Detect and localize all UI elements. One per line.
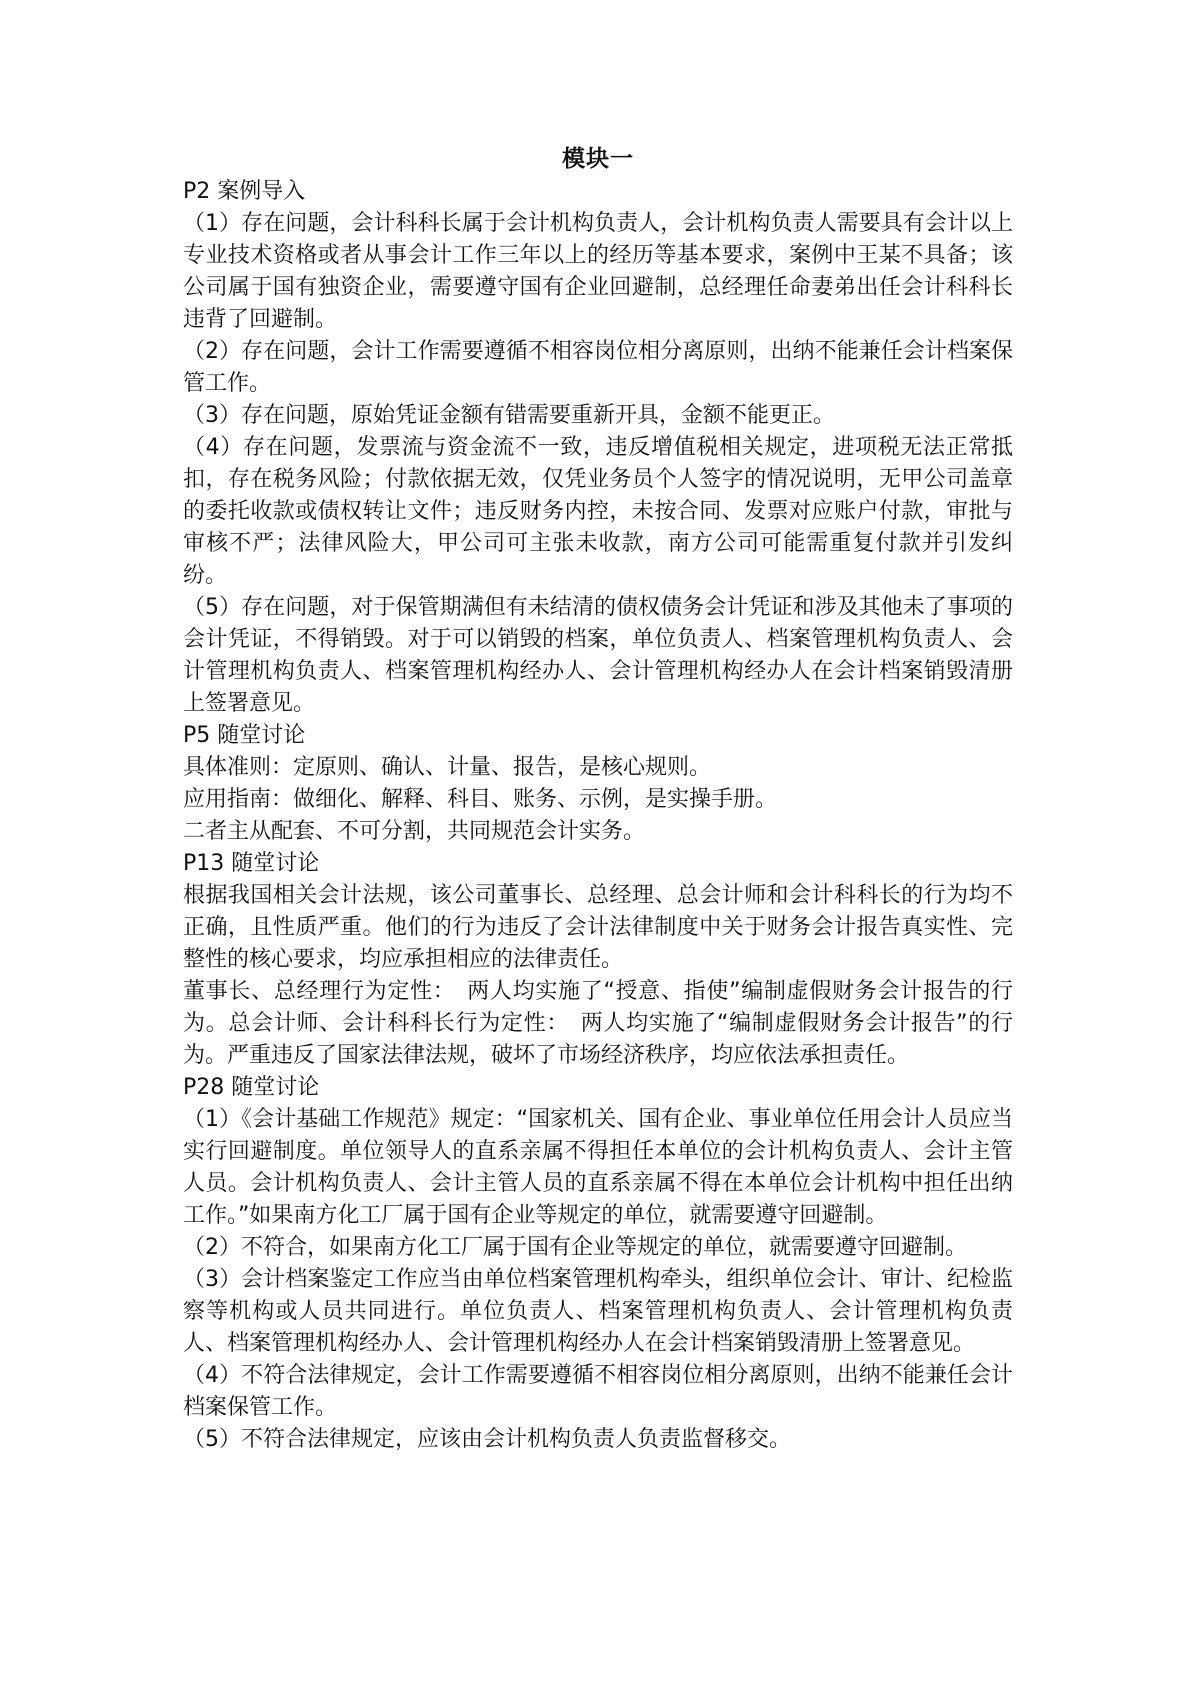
document-title: 模块一 (562, 145, 634, 172)
section-heading: P28 随堂讨论 (183, 1075, 320, 1100)
document-body (183, 143, 1013, 1456)
paragraph: 根据我国相关会计法规，该公司董事长、总经理、总会计师和会计科科长的行为均不正确，且性质严重。他们的行为违反了会计法律制度中关于财务会计报告真实性、完整性的核心要求，均应承担相应的法律责任。 (183, 883, 1013, 972)
section-p2 (183, 176, 1013, 720)
paragraph: 二者主从配套、不可分割，共同规范会计实务。 (183, 819, 646, 844)
paragraph: （3）存在问题，原始凭证金额有错需要重新开具，金额不能更正。 (183, 403, 835, 428)
paragraph: （1）存在问题，会计科科长属于会计机构负责人，会计机构负责人需要具有会计以上专业技术资格或者从事会计工作三年以上的经历等基本要求，案例中王某不具备；该公司属于国有独资企业，需要遵守国有企业回避制，总经理任命妻弟出任会计科科长违背了回避制。 (183, 211, 1013, 332)
paragraph: 具体准则：定原则、确认、计量、报告，是核心规则。 (183, 755, 712, 780)
paragraph: （2）存在问题，会计工作需要遵循不相容岗位相分离原则，出纳不能兼任会计档案保管工作。 (183, 339, 1013, 396)
section-p5 (183, 720, 1013, 848)
section-heading: P13 随堂讨论 (183, 851, 320, 876)
paragraph: （3）会计档案鉴定工作应当由单位档案管理机构牵头，组织单位会计、审计、纪检监察等机构或人员共同进行。单位负责人、档案管理机构负责人、会计管理机构负责人、档案管理机构经办人、会计管理机构经办人在会计档案销毁清册上签署意见。 (183, 1267, 1013, 1356)
paragraph: （2）不符合，如果南方化工厂属于国有企业等规定的单位，就需要遵守回避制。 (183, 1235, 967, 1260)
section-heading: P5 随堂讨论 (183, 723, 306, 748)
section-p28 (183, 1072, 1013, 1456)
section-heading: P2 案例导入 (183, 179, 306, 204)
paragraph: 董事长、总经理行为定性： 两人均实施了“授意、指使”编制虚假财务会计报告的行为。总会计师、会计科科长行为定性： 两人均实施了“编制虚假财务会计报告”的行为。严重违反了国家法律法规，破坏了市场经济秩序，均应依法承担责任。 (183, 979, 1013, 1068)
paragraph: （4）不符合法律规定，会计工作需要遵循不相容岗位相分离原则，出纳不能兼任会计档案保管工作。 (183, 1363, 1013, 1420)
section-p13 (183, 848, 1013, 1072)
paragraph: 应用指南：做细化、解释、科目、账务、示例，是实操手册。 (183, 787, 778, 812)
paragraph: （5）存在问题，对于保管期满但有未结清的债权债务会计凭证和涉及其他未了事项的会计凭证，不得销毁。对于可以销毁的档案，单位负责人、档案管理机构负责人、会计管理机构负责人、档案管理机构经办人、会计管理机构经办人在会计档案销毁清册上签署意见。 (183, 595, 1013, 716)
paragraph: （5）不符合法律规定，应该由会计机构负责人负责监督移交。 (183, 1427, 791, 1452)
paragraph: （4）存在问题，发票流与资金流不一致，违反增值税相关规定，进项税无法正常抵扣，存在税务风险；付款依据无效，仅凭业务员个人签字的情况说明，无甲公司盖章的委托收款或债权转让文件；违反财务内控，未按合同、发票对应账户付款，审批与审核不严；法律风险大，甲公司可主张未收款，南方公司可能需重复付款并引发纠纷。 (183, 435, 1013, 588)
paragraph: （1）《会计基础工作规范》规定：“国家机关、国有企业、事业单位任用会计人员应当实行回避制度。单位领导人的直系亲属不得担任本单位的会计机构负责人、会计主管人员。会计机构负责人、会计主管人员的直系亲属不得在本单位会计机构中担任出纳工作。”如果南方化工厂属于国有企业等规定的单位，就需要遵守回避制。 (183, 1107, 1013, 1228)
